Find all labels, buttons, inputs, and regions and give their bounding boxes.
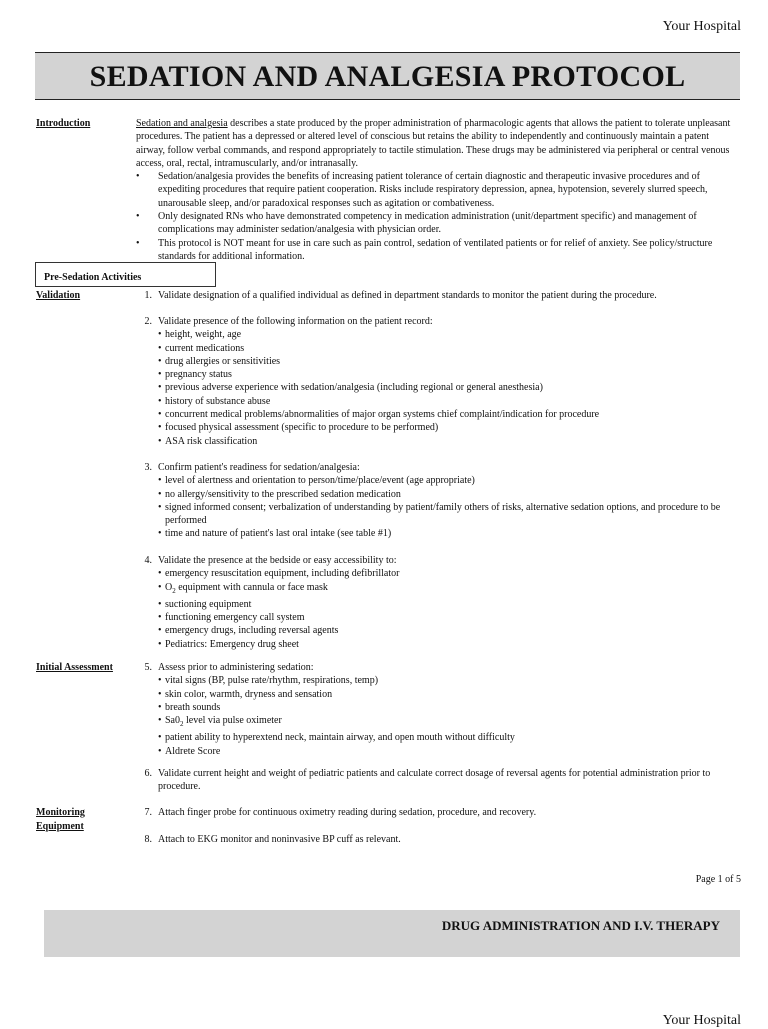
title-banner — [35, 52, 740, 100]
bullet-icon: • — [158, 342, 162, 354]
bullet-icon: • — [158, 528, 162, 540]
validation-label: Validation — [36, 290, 81, 301]
initial-assessment-label: Initial Assessment — [36, 662, 113, 673]
bullet-icon: • — [158, 598, 162, 610]
bullet-icon: • — [158, 701, 162, 713]
step-text: Validate the presence at the bedside or easy accessibility to: — [158, 555, 397, 566]
list-item: • time and nature of patient's last oral intake (see table #1) — [158, 528, 392, 540]
introduction-text: describes a state produced by the proper administration of pharmacologic agents that allows the patient to tolerate unpleasant procedures. The patient has a depressed or altered level of conscious but retains the ability to independently and continuously maintain a patent airway, follow verbal commands, and respond appropriately to tactile stimulation. These drugs may be administered via peripheral or central venous access, oral, rectal, intramuscularly, and/or intranasally. — [136, 118, 731, 169]
step-number: 4. — [144, 555, 152, 566]
list-item: • previous adverse experience with sedation/analgesia (including regional or general anesthesia) — [158, 382, 543, 394]
step-text: Attach to EKG monitor and noninvasive BP cuff as relevant. — [158, 834, 401, 845]
list-item: • level of alertness and orientation to person/time/place/event (age appropriate) — [158, 475, 475, 487]
hospital-name-next-page: Your Hospital — [662, 1013, 741, 1028]
bullet-icon: • — [158, 409, 162, 421]
list-item: • height, weight, age — [158, 329, 242, 341]
list-item: • emergency drugs, including reversal agents — [158, 625, 339, 637]
list-item — [136, 210, 740, 237]
list-item: • history of substance abuse — [158, 395, 271, 407]
bullet-icon: • — [158, 715, 162, 727]
monitoring-label-line2: Equipment — [36, 821, 84, 832]
bullet-icon: • — [158, 612, 162, 624]
list-item: • pregnancy status — [158, 369, 232, 381]
bullet-icon: • — [158, 329, 162, 341]
step-text: Validate presence of the following information on the patient record: — [158, 316, 433, 327]
step-number: 1. — [144, 290, 152, 301]
bullet-icon: • — [158, 638, 162, 650]
bullet-icon: • — [158, 395, 162, 407]
list-item: • focused physical assessment (specific to procedure to be performed) — [158, 422, 439, 434]
list-item: • concurrent medical problems/abnormalities of major organ systems chief complaint/indication for procedure — [158, 409, 600, 421]
step-8 — [140, 833, 740, 846]
step-number: 7. — [144, 807, 152, 818]
bullet-icon: • — [158, 581, 162, 593]
bullet-icon: • — [158, 568, 162, 580]
step-number: 3. — [144, 462, 152, 473]
bullet-icon: • — [158, 688, 162, 700]
step-6 — [140, 767, 740, 794]
list-item: • drug allergies or sensitivities — [158, 355, 281, 367]
pre-sedation-heading: Pre-Sedation Activities — [35, 262, 216, 287]
list-item: • suctioning equipment — [158, 598, 252, 610]
bullet-icon: • — [158, 625, 162, 637]
step-text: Attach finger probe for continuous oximetry reading during sedation, procedure, and recovery. — [158, 807, 537, 818]
bullet-text: Only designated RNs who have demonstrated competency in medication administration (unit/department specific) and management of complications may administer sedation/analgesia with physician order. — [158, 211, 697, 236]
document-title: SEDATION AND ANALGESIA PROTOCOL — [89, 60, 686, 93]
monitoring-label — [36, 806, 85, 834]
step-number: 2. — [144, 316, 152, 327]
bullet-icon: • — [158, 435, 162, 447]
monitoring-label-line1: Monitoring — [36, 807, 85, 818]
bullet-icon: • — [136, 211, 140, 223]
step-number: 6. — [144, 768, 152, 779]
bullet-icon: • — [158, 369, 162, 381]
footer-section-title: DRUG ADMINISTRATION AND I.V. THERAPY — [441, 918, 720, 933]
bullet-text: This protocol is NOT meant for use in care such as pain control, sedation of ventilated patients or for relief of anxiety. See policy/structure standards for additional information. — [158, 237, 713, 262]
step-7 — [140, 806, 740, 819]
bullet-icon: • — [158, 745, 162, 757]
list-item: • Aldrete Score — [158, 745, 221, 757]
step-2 — [140, 315, 740, 448]
list-item: • signed informed consent; verbalization of understanding by patient/family others of risks, alternative sedation options, and procedure to be performed — [158, 501, 721, 527]
footer-banner — [44, 910, 740, 957]
list-item: • breath sounds — [158, 701, 221, 713]
bullet-icon: • — [158, 732, 162, 744]
list-item: • emergency resuscitation equipment, including defibrillator — [158, 568, 400, 580]
introduction-label: Introduction — [36, 118, 91, 129]
hospital-name: Your Hospital — [662, 19, 741, 34]
list-item: • Pediatrics: Emergency drug sheet — [158, 638, 299, 650]
bullet-icon: • — [158, 475, 162, 487]
list-item — [136, 237, 740, 264]
step-text: Validate current height and weight of pediatric patients and calculate correct dosage of reversal agents for potential administration prior to procedure. — [158, 768, 711, 793]
list-item: • vital signs (BP, pulse rate/rhythm, respirations, temp) — [158, 675, 379, 687]
list-item: • patient ability to hyperextend neck, maintain airway, and open mouth without difficulty — [158, 732, 515, 744]
bullet-icon: • — [158, 675, 162, 687]
introduction-section — [136, 117, 740, 263]
list-item — [136, 170, 740, 210]
step-number: 5. — [144, 662, 152, 673]
list-item: • $Sa0_2$ level via pulse oximeter — [158, 715, 282, 729]
bullet-icon: • — [136, 171, 140, 183]
step-4 — [140, 554, 740, 651]
step-text: Validate designation of a qualified individual as defined in department standards to monitor the patient during the procedure. — [158, 290, 657, 301]
list-item: • ASA risk classification — [158, 435, 258, 447]
bullet-icon: • — [158, 501, 162, 513]
step-text: Confirm patient's readiness for sedation/analgesia: — [158, 462, 360, 473]
bullet-icon: • — [158, 488, 162, 500]
list-item: • current medications — [158, 342, 245, 354]
step-number: 8. — [144, 834, 152, 845]
list-item: • functioning emergency call system — [158, 612, 305, 624]
page-number: Page 1 of 5 — [695, 874, 741, 885]
step-text: Assess prior to administering sedation: — [158, 662, 314, 673]
list-item: • skin color, warmth, dryness and sensation — [158, 688, 333, 700]
introduction-paragraph — [136, 117, 740, 170]
list-item: • no allergy/sensitivity to the prescribed sedation medication — [158, 488, 401, 500]
bullet-icon: • — [158, 355, 162, 367]
bullet-icon: • — [158, 422, 162, 434]
list-item: • $O_2$ equipment with cannula or face mask — [158, 581, 328, 595]
lead-term: Sedation and analgesia — [136, 118, 228, 129]
step-5 — [140, 661, 740, 758]
step-1 — [140, 289, 740, 302]
step-3 — [140, 461, 740, 541]
bullet-icon: • — [136, 237, 140, 249]
bullet-icon: • — [158, 382, 162, 394]
bullet-text: Sedation/analgesia provides the benefits of increasing patient tolerance of certain diagnostic and therapeutic invasive procedures and of expediting procedures that require patient cooperation. Risks include respiratory depression, apnea, hypotension, severely slurred speech, unarousable sleep, and/or paradoxical responses such as agitation or combativeness. — [158, 171, 708, 209]
